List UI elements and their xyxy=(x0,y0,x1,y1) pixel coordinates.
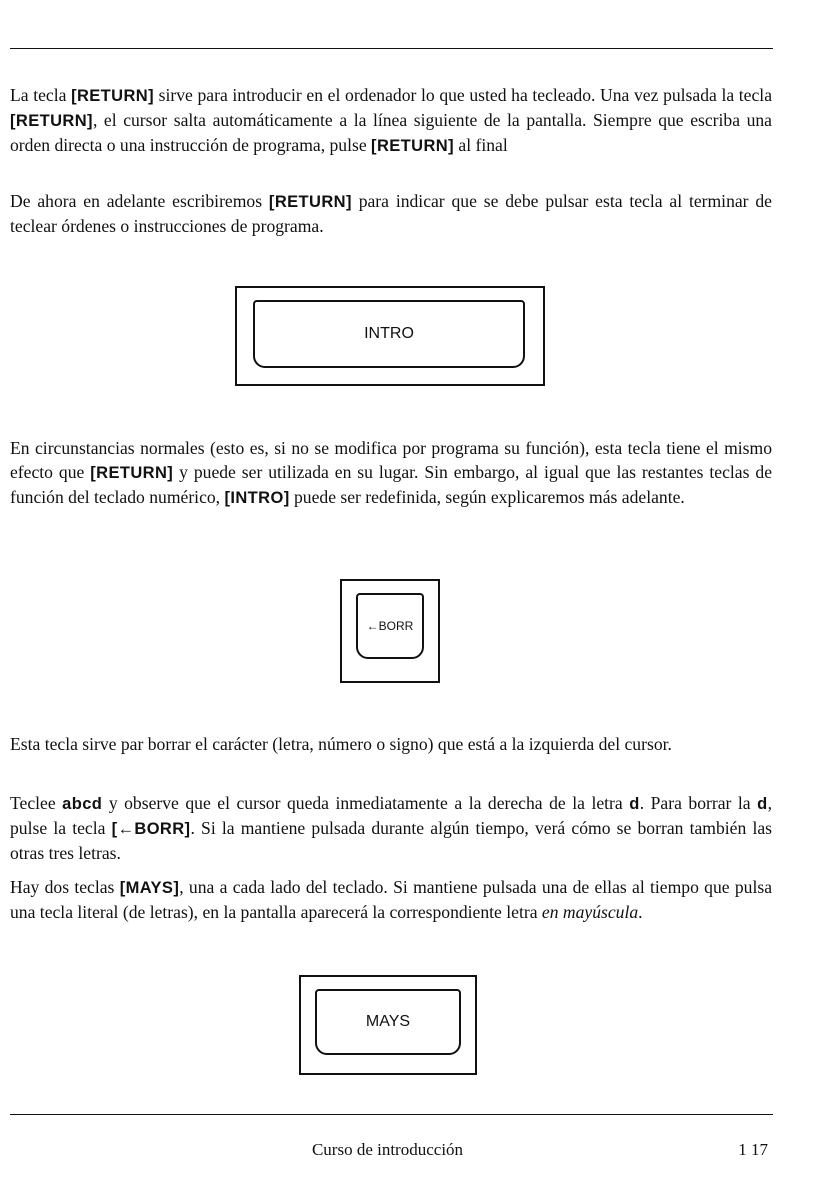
borr-key-illustration xyxy=(340,579,440,683)
borr-keycap: ←BORR xyxy=(356,593,424,659)
example-text-abcd: abcd xyxy=(62,795,103,813)
key-ref-intro: [INTRO] xyxy=(224,489,290,507)
key-ref-return: [RETURN] xyxy=(371,137,454,155)
paragraph-intro-key: En circunstancias normales (esto es, si no se modifica por programa su función), esta tecla tiene el mismo efecto que [RETURN] y puede ser utilizada en su lugar. Sin embargo, al igual que las restantes teclas de función del teclado numérico, [INTRO] puede ser redefinida, según explicaremos más adelante. xyxy=(10,438,772,507)
bottom-rule xyxy=(10,1114,773,1115)
mays-keycap: MAYS xyxy=(315,989,461,1055)
top-rule xyxy=(10,48,773,49)
page-number: 1 17 xyxy=(738,1140,768,1159)
emphasis-uppercase: en mayúscula xyxy=(541,902,639,922)
mays-key-illustration xyxy=(299,975,477,1075)
key-ref-return: [RETURN] xyxy=(10,112,93,130)
paragraph-return-key: La tecla [RETURN] sirve para introducir en el ordenador lo que usted ha tecleado. Una vez pulsada la tecla [RETURN], el cursor salta automáticamente a la línea siguiente de la pantalla. Siempre que escriba una orden directa o una instrucción de programa, pulse [RETURN] al final xyxy=(10,85,772,155)
paragraph-borr-example: Teclee abcd y observe que el cursor queda inmediatamente a la derecha de la letra d. Para borrar la d, pulse la tecla [←BORR]. Si la mantiene pulsada durante algún tiempo, verá cómo se borran también las otras tres letras. xyxy=(10,793,773,863)
key-ref-return: [RETURN] xyxy=(71,87,154,105)
paragraph-borr-key: Esta tecla sirve par borrar el carácter (letra, número o signo) que está a la izquierda del cursor. xyxy=(10,734,672,754)
key-ref-return: [RETURN] xyxy=(268,193,352,211)
intro-key-illustration xyxy=(235,286,545,386)
key-ref-borr: [←BORR] xyxy=(111,820,191,838)
paragraph-return-notation: De ahora en adelante escribiremos [RETURN] para indicar que se debe pulsar esta tecla al terminar de teclear órdenes o instrucciones de programa. xyxy=(10,191,772,236)
key-ref-return: [RETURN] xyxy=(90,464,174,482)
example-letter-d: d xyxy=(629,795,640,813)
key-ref-mays: [MAYS] xyxy=(119,879,180,897)
example-letter-d: d xyxy=(757,795,768,813)
footer-title: Curso de introducción xyxy=(311,1140,464,1159)
paragraph-mays-key: Hay dos teclas [MAYS], una a cada lado del teclado. Si mantiene pulsada una de ellas al tiempo que pulsa una tecla literal (de letras), en la pantalla aparecerá la correspondiente letra en mayúscula. xyxy=(10,877,773,922)
intro-keycap: INTRO xyxy=(253,300,525,368)
